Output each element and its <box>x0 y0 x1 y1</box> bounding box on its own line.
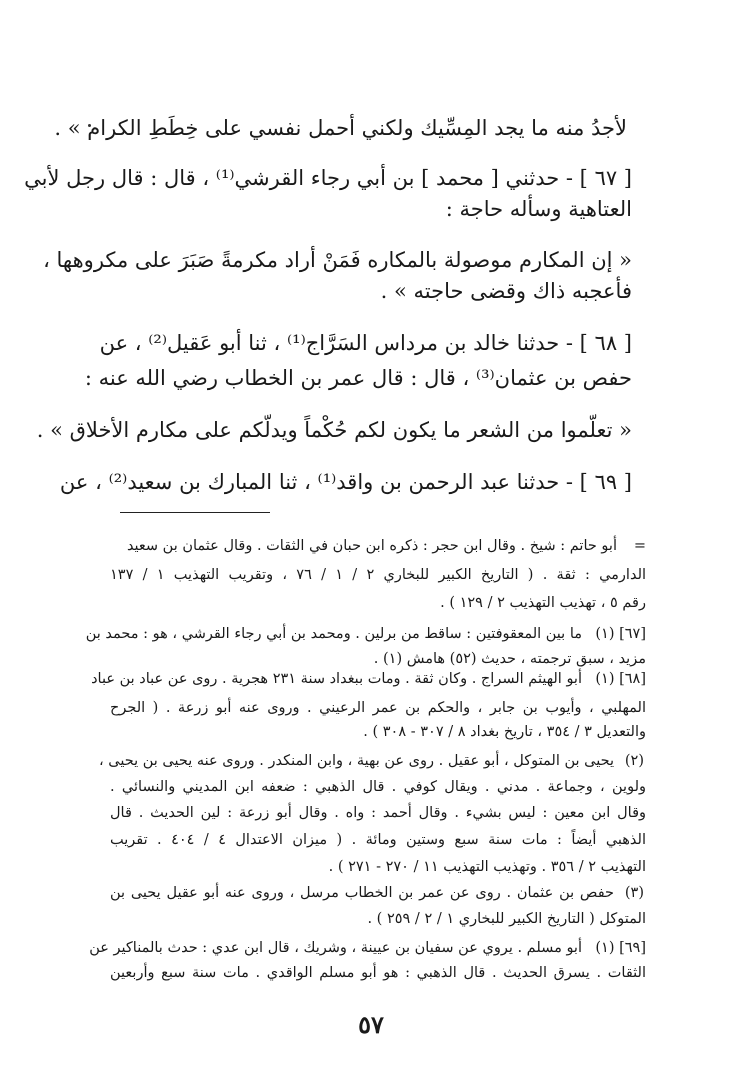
footnote-marker-67: [٦٧] (١) <box>595 626 646 642</box>
footnote-line: وقال ابن معين : ليس بشيء . وقال أحمد : واه . وقال أبو زرعة : لين الحديث . قال <box>110 805 646 821</box>
footnote-marker-3: (٣) <box>624 885 644 901</box>
text-line-9: [ ٦٩ ] - حدثنا عبد الرحمن بن واقد⁽¹⁾ ، ثنا المبارك بن سعيد⁽²⁾ ، عن <box>59 470 632 494</box>
footnote-line: مزيد ، سبق ترجمته ، حديث (٥٢) هامش (١) . <box>373 651 646 667</box>
footnote-line: رقم ٥ ، تهذيب التهذيب ٢ / ١٢٩ ) . <box>440 595 646 611</box>
footnote-line: المتوكل ( التاريخ الكبير للبخاري ١ / ٢ / ٢٥٩ ) . <box>367 911 646 927</box>
footnote-line: المهلبي ، وأيوب بن جابر ، والحكم بن عمر الرعيني . وروى عنه أبو زرعة . ( الجرح <box>110 700 646 716</box>
footnote-continuation-mark: = <box>633 538 646 554</box>
text-line-3: العتاهية وسأله حاجة : <box>445 197 632 221</box>
footnote-line: أبو الهيثم السراج . وكان ثقة . ومات ببغداد سنة ٢٣١ هجرية . روى عن عباد بن عباد <box>91 671 582 687</box>
text-line-6: [ ٦٨ ] - حدثنا خالد بن مرداس السَرَّاج⁽¹⁾ ، ثنا أبو عَقيل⁽²⁾ ، عن <box>99 331 632 355</box>
footnote-separator <box>120 512 270 513</box>
footnote-line: حفص بن عثمان . روى عن عمر بن الخطاب مرسل ، وروى عنه أبو عقيل يحيى بن <box>110 885 614 901</box>
footnote-line: أبو حاتم : شيخ . وقال ابن حجر : ذكره ابن حبان في الثقات . وقال عثمان بن سعيد <box>126 538 617 554</box>
footnote-line: ولوين ، وجماعة . مدني . ويقال كوفي . قال الذهبي : ضعفه ابن المديني والنسائي . <box>110 779 646 795</box>
footnote-line: الثقات . يسرق الحديث . قال الذهبي : هو أبو مسلم الواقدي . مات سنة سبع وأربعين <box>110 965 646 981</box>
footnote-line: أبو مسلم . يروي عن سفيان بن عيينة ، وشريك ، قال ابن عدي : حدث بالمناكير عن <box>89 940 582 956</box>
footnote-marker-68: [٦٨] (١) <box>595 671 646 687</box>
footnote-line: الذهبي أيضاً : مات سنة سبع وستين ومائة . ( ميزان الاعتدال ٤ / ٤٠٤ . تقريب <box>110 832 646 848</box>
footnote-line: يحيى بن المتوكل ، أبو عقيل . روى عن بهية ، وابن المنكدر . وروى عنه يحيى بن يحيى ، <box>98 753 614 769</box>
footnote-line: الدارمي : ثقة . ( التاريخ الكبير للبخاري ٢ / ١ / ٧٦ ، وتقريب التهذيب ١ / ١٣٧ <box>110 567 647 583</box>
text-line-8: « تعلّموا من الشعر ما يكون لكم حُكْماً ويدلّكم على مكارم الأخلاق » . <box>36 418 632 442</box>
text-line-2: [ ٦٧ ] - حدثني [ محمد ] بن أبي رجاء القرشي⁽¹⁾ ، قال : قال رجل لأبي <box>24 166 632 190</box>
footnote-marker-2: (٢) <box>624 753 644 769</box>
text-line-7: حفص بن عثمان⁽³⁾ ، قال : قال عمر بن الخطاب رضي الله عنه : <box>84 366 632 390</box>
footnote-line: التهذيب ٢ / ٣٥٦ . وتهذيب التهذيب ١١ / ٢٧٠ - ٢٧١ ) . <box>328 859 646 875</box>
text-line-4: « إن المكارم موصولة بالمكاره فَمَنْ أراد مكرمةً صَبَرَ على مكروهها ، <box>43 248 632 272</box>
text-line-1: لأجدُ منه ما يجد المِسِّيك ولكني أحمل نفسي على خِطَطِ الكرام » . <box>54 116 627 140</box>
footnote-line: والتعديل ٣ / ٣٥٤ ، تاريخ بغداد ٨ / ٣٠٧ - ٣٠٨ ) . <box>363 724 646 740</box>
text-line-5: فأعجبه ذاك وقضى حاجته » . <box>380 279 632 303</box>
page-number: ٥٧ <box>358 1010 384 1039</box>
footnote-marker-69: [٦٩] (١) <box>595 940 646 956</box>
footnote-line: ما بين المعقوفتين : ساقط من برلين . ومحمد بن أبي رجاء القرشي ، هو : محمد بن <box>85 626 582 642</box>
